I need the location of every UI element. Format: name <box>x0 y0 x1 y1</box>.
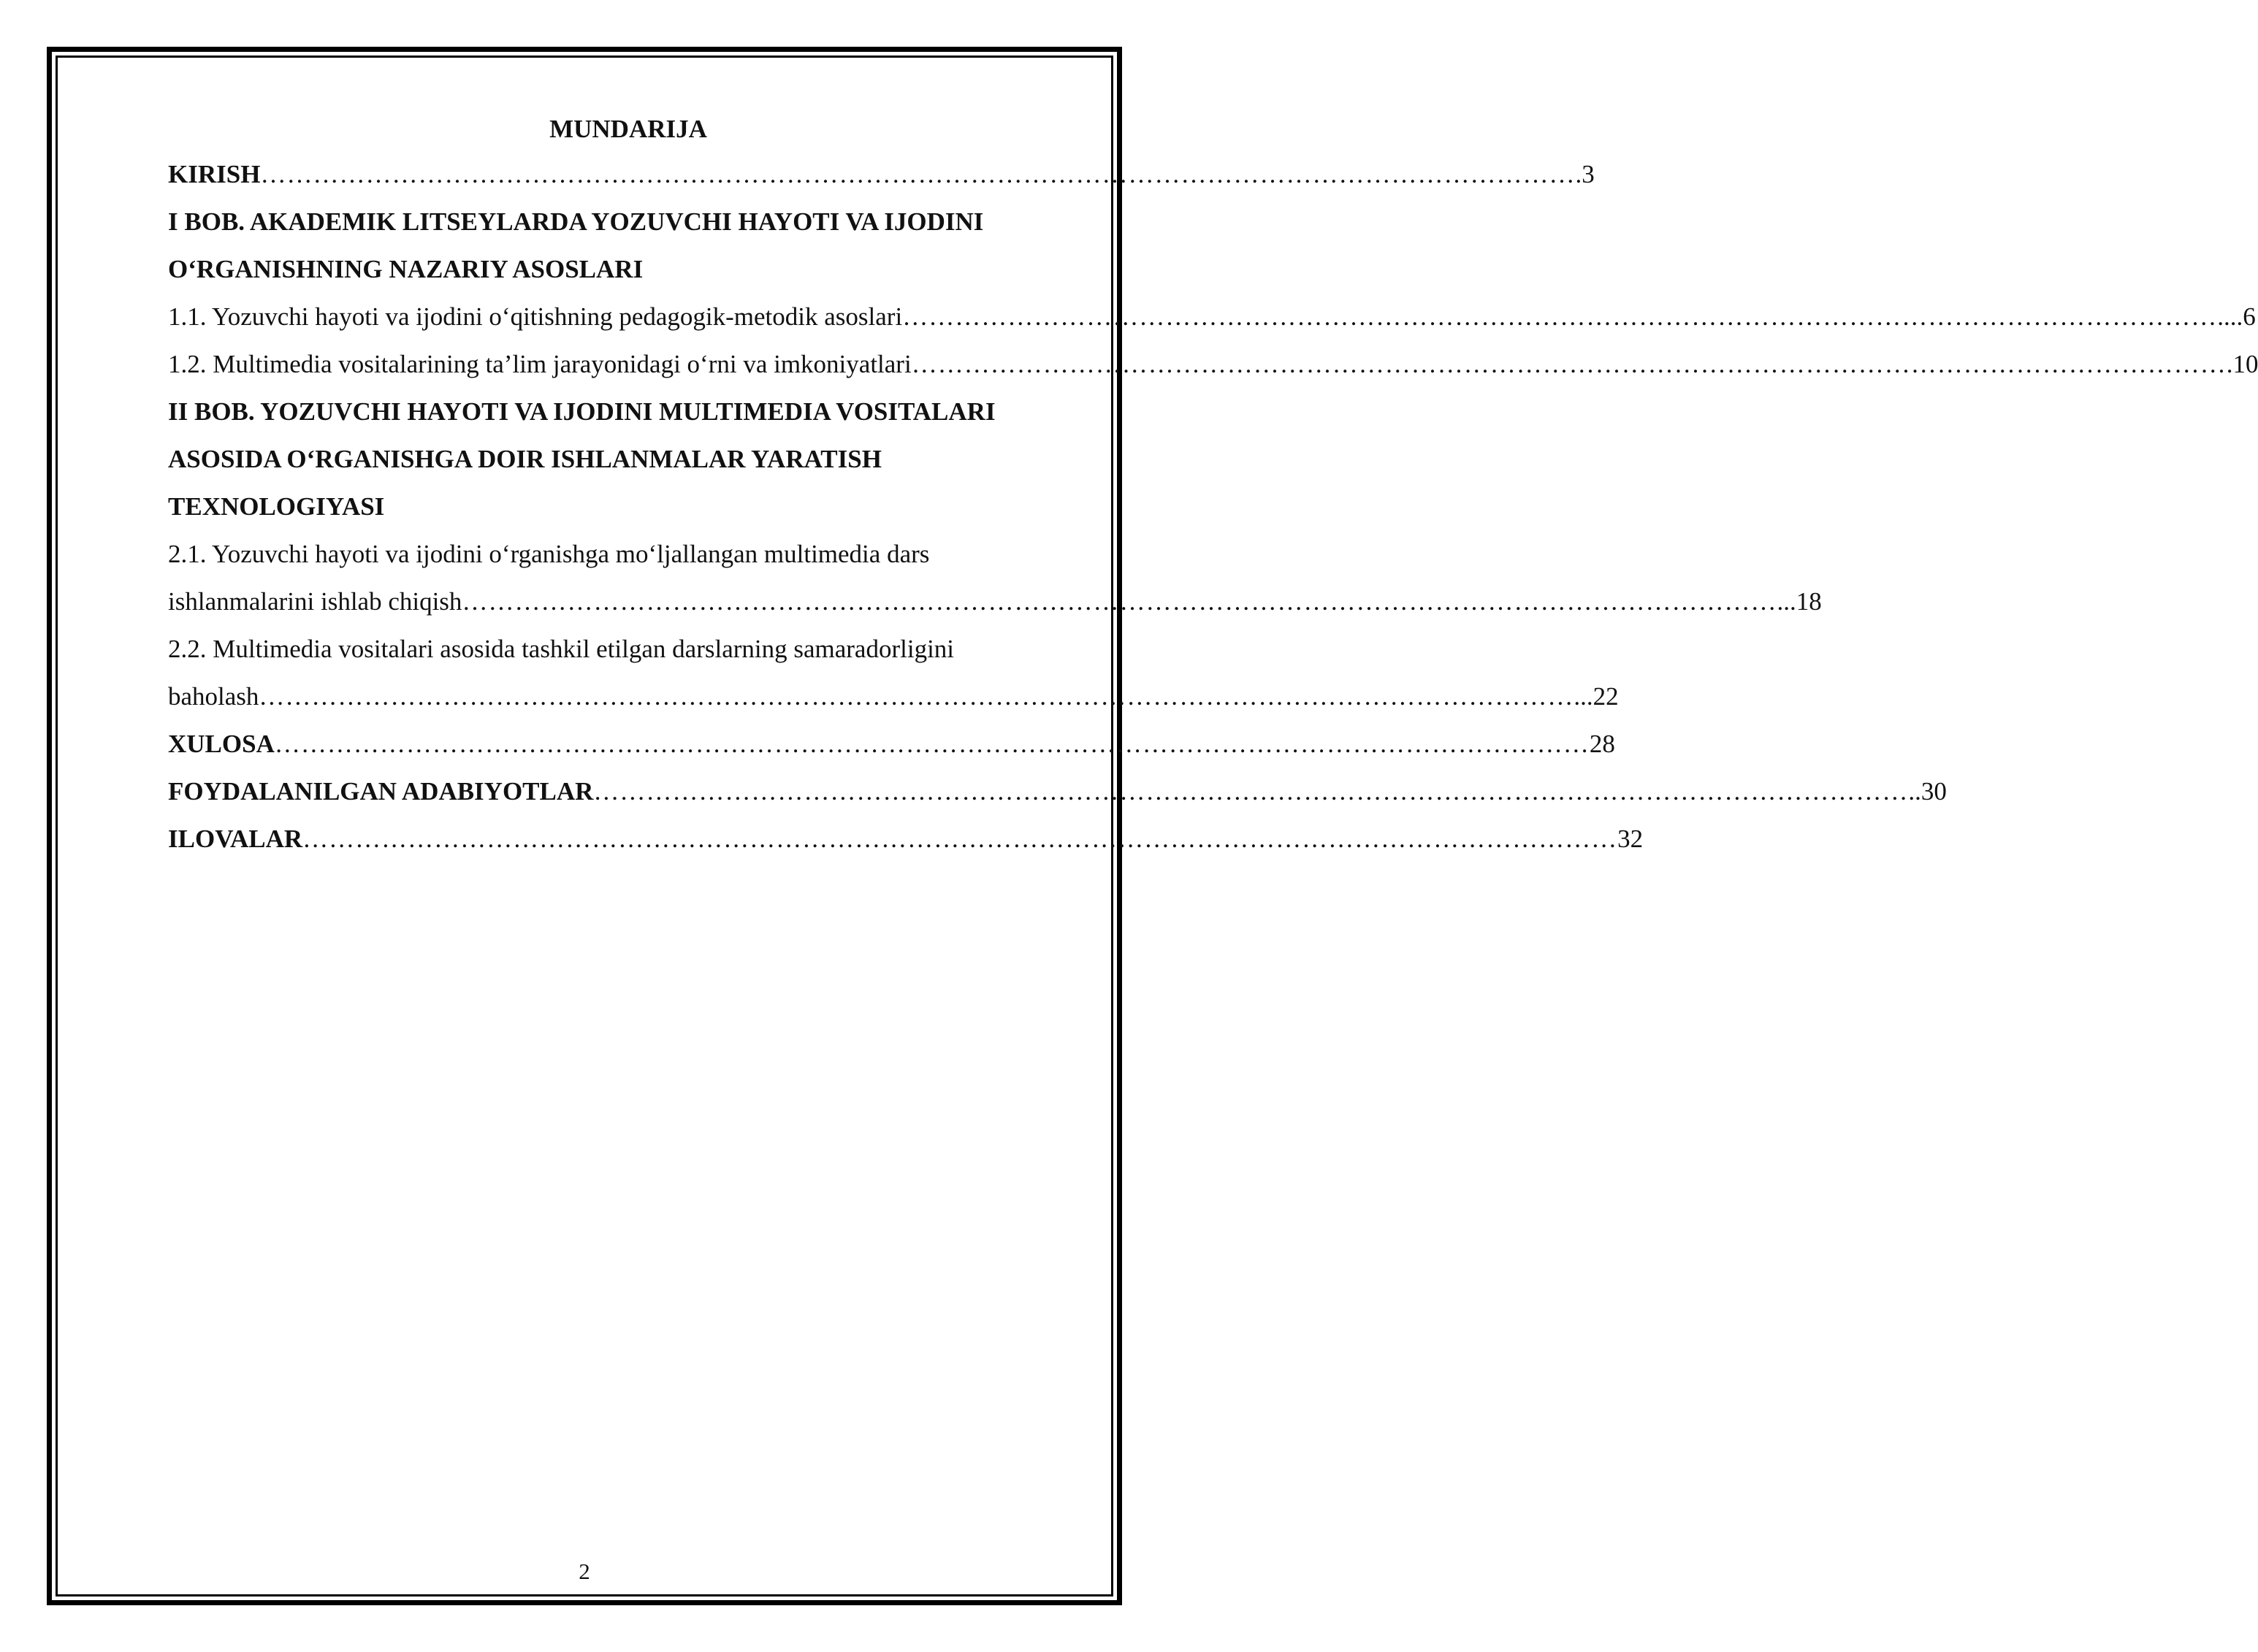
toc-page-number: 28 <box>1589 730 1615 758</box>
toc-heading: MUNDARIJA <box>549 115 707 143</box>
toc-chapter-2-line-2[interactable]: ASOSIDA O‘RGANISHGA DOIR ISHLANMALAR YARATISH <box>168 445 882 473</box>
toc-entry-text: baholash <box>168 682 259 711</box>
toc-leader: …………………………………………………………………………………………………………………………………… <box>302 825 1618 853</box>
toc-leader: …………………………………………………………………………………………………………………………………… <box>911 350 2227 378</box>
toc-entry-2-1-line-1[interactable]: 2.1. Yozuvchi hayoti va ijodini o‘rganishga mo‘ljallangan multimedia dars <box>168 540 930 568</box>
toc-page-number: ...22 <box>1574 682 1619 711</box>
toc-page-number: 32 <box>1617 825 1644 853</box>
toc-entry-1-2[interactable] <box>168 340 2258 388</box>
toc-entry-2-1-line-2[interactable] <box>168 578 1822 625</box>
page-number: 2 <box>579 1559 590 1584</box>
toc-entry-1-1[interactable] <box>168 293 2256 340</box>
toc-entry-ilovalar[interactable] <box>168 815 1644 863</box>
toc-leader: …………………………………………………………………………………………………………………………………… <box>902 302 2218 331</box>
toc-chapter-2-line-1[interactable]: II BOB. YOZUVCHI HAYOTI VA IJODINI MULTIMEDIA VOSITALARI <box>168 397 996 426</box>
toc-leader: …………………………………………………………………………………………………………………………………… <box>260 160 1576 188</box>
toc-chapter-1-line-1[interactable]: I BOB. AKADEMIK LITSEYLARDA YOZUVCHI HAYOTI VA IJODINI <box>168 207 984 236</box>
toc-page-number: ..30 <box>1908 777 1947 806</box>
toc-page-number: ...18 <box>1777 587 1822 616</box>
toc-entry-text: ILOVALAR <box>168 825 303 853</box>
toc-entry-text: 1.1. Yozuvchi hayoti va ijodini o‘qitishning pedagogik-metodik asoslari <box>168 302 903 331</box>
toc-entry-text: ishlanmalarini ishlab chiqish <box>168 587 462 616</box>
toc-leader: …………………………………………………………………………………………………………………………………… <box>259 682 1574 711</box>
toc-entry-kirish[interactable] <box>168 150 1595 198</box>
toc-entry-text: FOYDALANILGAN ADABIYOTLAR <box>168 777 594 806</box>
toc-entry-xulosa[interactable] <box>168 720 1615 768</box>
toc-entry-2-2-line-2[interactable] <box>168 673 1619 720</box>
toc-leader: …………………………………………………………………………………………………………………………………… <box>593 777 1909 806</box>
toc-entry-text: 1.2. Multimedia vositalarining ta’lim jarayonidagi o‘rni va imkoniyatlari <box>168 350 912 378</box>
table-of-contents <box>168 108 2258 863</box>
toc-page-number: ....6 <box>2217 302 2256 331</box>
toc-leader: …………………………………………………………………………………………………………………………………… <box>274 730 1590 758</box>
toc-entry-text: KIRISH <box>168 160 261 188</box>
toc-entry-2-2-line-1[interactable]: 2.2. Multimedia vositalari asosida tashkil etilgan darslarning samaradorligini <box>168 635 955 663</box>
toc-page-number: .10 <box>2226 350 2258 378</box>
toc-chapter-2-line-3[interactable]: TEXNOLOGIYASI <box>168 492 385 521</box>
toc-entry-text: XULOSA <box>168 730 275 758</box>
toc-chapter-1-line-2[interactable]: O‘RGANISHNING NAZARIY ASOSLARI <box>168 255 644 283</box>
toc-page-number: .3 <box>1575 160 1595 188</box>
toc-entry-adabiyotlar[interactable] <box>168 768 1947 815</box>
toc-leader: …………………………………………………………………………………………………………………………………… <box>462 587 1777 616</box>
